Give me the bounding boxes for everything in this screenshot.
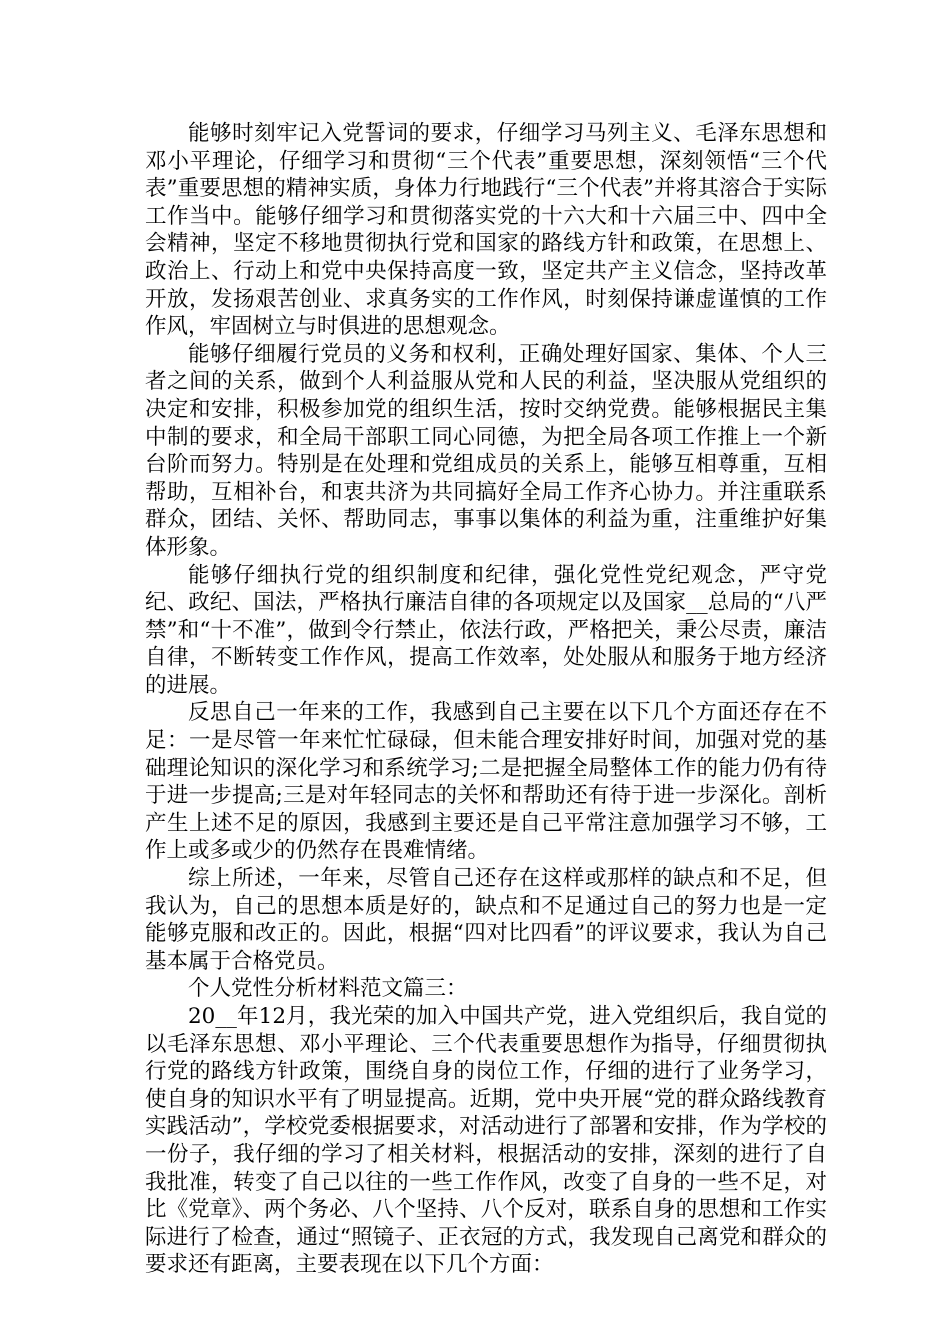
paragraph-shortcomings: 反思自己一年来的工作，我感到自己主要在以下几个方面还存在不足：一是尽管一年来忙忙碌碌，但未能合理安排好时间，加强对党的基础理论知识的深化学习和系统学习;二是把握全局整体工作的能力仍有待于进一步提高;三是对年轻同志的关怀和帮助还有待于进一步深化。剖析产生上述不足的原因，我感到主要还是自己平常注意加强学习不够，工作上或多或少的仍然存在畏难情绪。 [145,700,827,864]
paragraph-summary: 综上所述，一年来，尽管自己还存在这样或那样的缺点和不足，但我认为，自己的思想本质是好的，缺点和不足通过自己的努力也是一定能够克服和改正的。因此，根据“四对比四看”的评议要求，我认为自己基本属于合格党员。 [145,866,827,974]
section-heading-part-three: 个人党性分析材料范文篇三： [188,976,468,1002]
paragraph-oath-study: 能够时刻牢记入党誓词的要求，仔细学习马列主义、毛泽东思想和邓小平理论，仔细学习和贯彻“三个代表”重要思想，深刻领悟“三个代表”重要思想的精神实质，身体力行地践行“三个代表”并将其溶合于实际工作当中。能够仔细学习和贯彻落实党的十六大和十六届三中、四中全会精神，坚定不移地贯彻执行党和国家的路线方针和政策，在思想上、政治上、行动上和党中央保持高度一致，坚定共产主义信念，坚持改革开放，发扬艰苦创业、求真务实的工作作风，时刻保持谦虚谨慎的工作作风，牢固树立与时俱进的思想观念。 [145,121,827,340]
document-body [145,120,827,1279]
paragraph-joining-party: 20__年12月，我光荣的加入中国共产党，进入党组织后，我自觉的以毛泽东思想、邓小平理论、三个代表重要思想作为指导，仔细贯彻执行党的路线方针政策，围绕自身的岗位工作，仔细的进行了业务学习，使自身的知识水平有了明显提高。近期，党中央开展“党的群众路线教育实践活动”，学校党委根据要求，对活动进行了部署和安排，作为学校的一份子，我仔细的学习了相关材料，根据活动的安排，深刻的进行了自我批准，转变了自己以往的一些工作作风，改变了自身的一些不足，对比《党章》、两个务必、八个坚持、八个反对，联系自身的思想和工作实际进行了检查，通过“照镜子、正衣冠的方式，我发现自己离党和群众的要求还有距离，主要表现在以下几个方面： [145,1004,827,1278]
paragraph-discipline: 能够仔细执行党的组织制度和纪律，强化党性党纪观念，严守党纪、政纪、国法，严格执行廉洁自律的各项规定以及国家__总局的“八严禁”和“十不准”，做到令行禁止，依法行政，严格把关，秉公尽责，廉洁自律，不断转变工作作风，提高工作效率，处处服从和服务于地方经济的进展。 [145,562,827,698]
paragraph-duties-rights: 能够仔细履行党员的义务和权利，正确处理好国家、集体、个人三者之间的关系，做到个人利益服从党和人民的利益，坚决服从党组织的决定和安排，积极参加党的组织生活，按时交纳党费。能够根据民主集中制的要求，和全局干部职工同心同德，为把全局各项工作推上一个新台阶而努力。特别是在处理和党组成员的关系上，能够互相尊重，互相帮助，互相补台，和衷共济为共同搞好全局工作齐心协力。并注重联系群众，团结、关怀、帮助同志，事事以集体的利益为重，注重维护好集体形象。 [145,341,827,560]
